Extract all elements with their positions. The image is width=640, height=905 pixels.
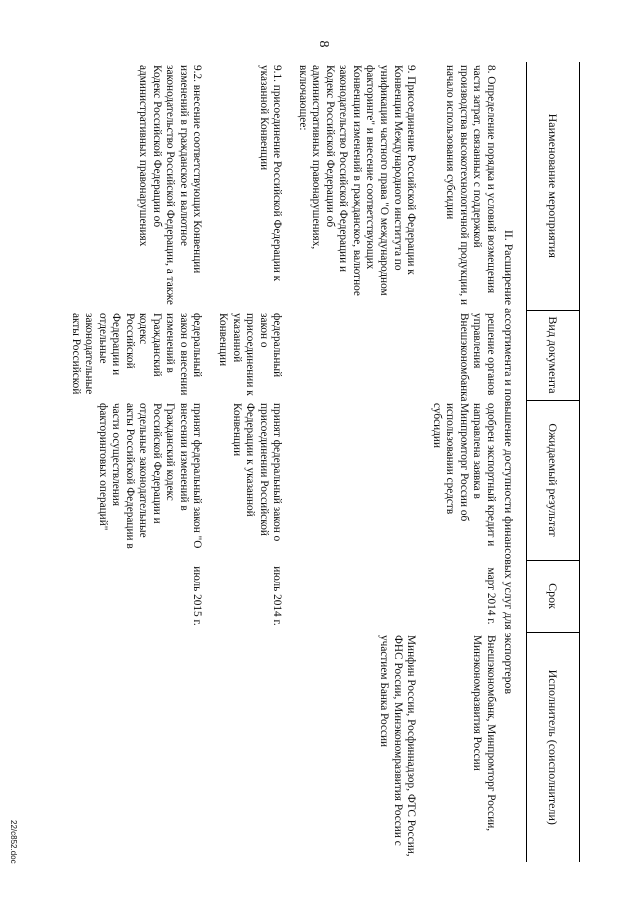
- file-id: 22/c852.doc: [9, 820, 18, 864]
- header-expected-result: Ожидаемый результат: [527, 400, 580, 560]
- table-row: [58, 62, 205, 862]
- measure-name: 8. Определение порядка и условий возмещения части затрат, связанных с поддержкой производства высокотехнологичной продукции, и начало использования субсидии: [444, 65, 497, 306]
- measure-name: 9.1. присоединение Российской Федерации к указанной Конвенции: [257, 65, 284, 282]
- section-title: II. Расширение ассортимента и повышение доступности финансовых услуг для экспортеров: [502, 229, 516, 695]
- table-row: [419, 62, 499, 862]
- header-document-type: Вид документа: [527, 310, 580, 400]
- expected-result: одобрен экспортный кредит и направлена заявка в Минпромторг России об использовании средств субсидии: [430, 403, 497, 547]
- expected-result: принят федеральный закон "О внесении изменений в Гражданский кодекс Российской Федерации и отдельные законодательные акты Российской Федерации в части осуществления факторинговых операций": [96, 403, 204, 549]
- expected-result: принят федеральный закон о присоединении Российской Федерации к указанной Конвенции: [230, 403, 284, 542]
- document-type: [285, 310, 419, 400]
- expected-result: [285, 400, 419, 560]
- measures-table: [58, 62, 580, 862]
- document-type: решение органов управления Внешэкономбанка: [457, 313, 497, 402]
- executor: [205, 632, 285, 862]
- deadline: июль 2014 г.: [271, 566, 284, 626]
- measure-name: 9. Присоединение Российской Федерации к Конвенции Международного института по унификации частного права "О международном факторинге" и внесение соответствующих Конвенции изменений в гражданское, валютное законодательство Российской Федерации и Кодекс Российской Федерации об административных правонарушениях, включающее:: [296, 65, 418, 296]
- table-header-row: [527, 62, 580, 862]
- deadline: март 2014 г.: [484, 567, 497, 625]
- document-type: федеральный закон о присоединении к указанной Конвенции: [217, 313, 284, 396]
- measure-name: 9.2. внесение соответствующих Конвенции изменений в гражданское и валютное законодательство Российской Федерации, а также Кодекс Российской Федерации об административных правонарушениях: [137, 65, 204, 305]
- executor: Внешэкономбанк, Минпромторг России, Минэкономразвития России: [471, 635, 497, 832]
- page-number: 8: [316, 40, 331, 48]
- section-row: [499, 62, 527, 862]
- rotated-table-sheet: [60, 62, 580, 862]
- executor: [58, 632, 205, 862]
- table-row: [205, 62, 285, 862]
- executor: Минфин России, Росфиннадзор, ФТС России, ФНС России, Минэкономразвития России с участием Банка России: [378, 635, 418, 857]
- header-executor: Исполнитель (соисполнители): [527, 632, 580, 862]
- deadline: июль 2015 г.: [191, 566, 204, 626]
- table-row: [285, 62, 419, 862]
- document-type: федеральный закон о внесении изменений в Гражданский кодекс Российской Федерации и отдельные законодательные акты Российской: [69, 313, 204, 396]
- header-measure-name: Наименование мероприятия: [527, 62, 580, 310]
- deadline: [285, 560, 419, 632]
- header-deadline: Срок: [527, 560, 580, 632]
